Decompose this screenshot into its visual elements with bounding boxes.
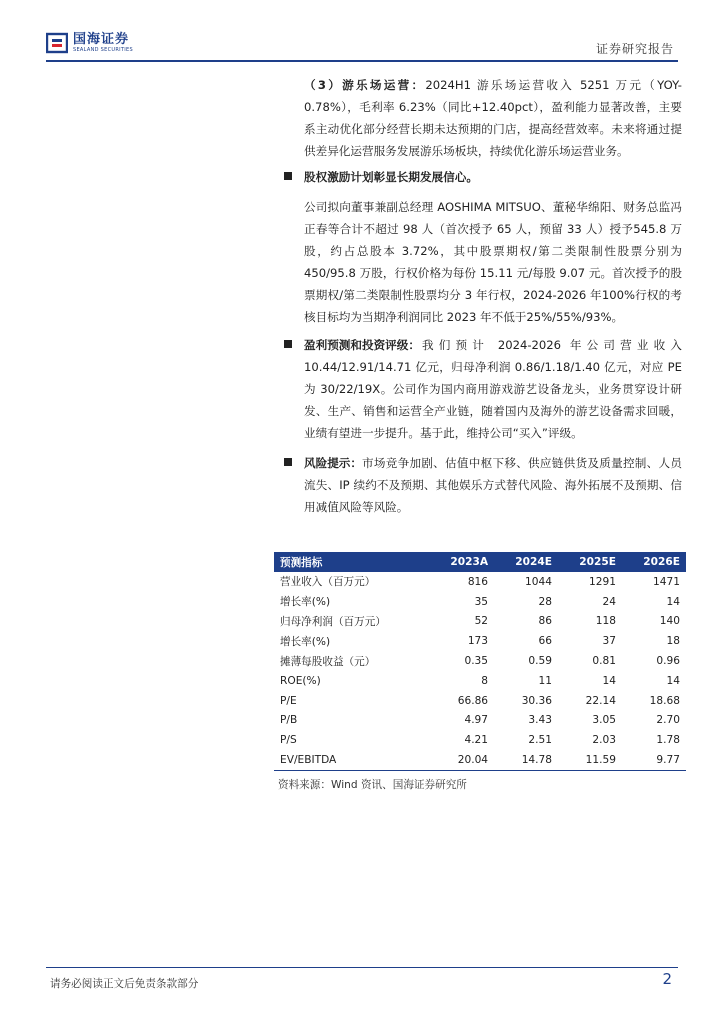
forecast-lead: 盈利预测和投资评级：: [304, 338, 420, 352]
table-cell: 11: [538, 674, 553, 687]
table-cell: 22.14: [585, 694, 616, 707]
header-cell: 2023A: [429, 552, 494, 572]
forecast-table-section: [274, 552, 686, 792]
bullet-square-icon: [284, 340, 292, 348]
table-row: [274, 612, 686, 632]
row-label: EV/EBITDA: [274, 750, 429, 770]
table-cell: 1.78: [656, 734, 680, 747]
row-label: 摊薄每股收益（元）: [280, 655, 376, 668]
row-label: P/B: [280, 714, 298, 727]
risk-lead: 风险提示：: [304, 456, 362, 470]
table-cell: 35: [474, 595, 489, 608]
table-cell: 11.59: [558, 750, 622, 770]
table-cell: 2.03: [592, 734, 616, 747]
table-cell: 1471: [653, 575, 680, 588]
company-logo: [46, 30, 133, 56]
row-label: 营业收入（百万元）: [280, 576, 376, 589]
park-operation-paragraph: [304, 74, 682, 162]
table-row: [274, 691, 686, 711]
table-cell: 86: [538, 615, 553, 628]
footer-disclaimer: 请务必阅读正文后免责条款部分: [50, 978, 199, 990]
bullet-square-icon: [284, 172, 292, 180]
park-operation-lead: （3）游乐场运营：: [304, 78, 426, 92]
table-cell: 118: [595, 615, 616, 628]
table-row: [274, 572, 686, 592]
table-cell: 1291: [589, 575, 616, 588]
table-row: [274, 671, 686, 691]
table-cell: 18.68: [649, 694, 680, 707]
incentive-text: 公司拟向董事兼副总经理 AOSHIMA MITSUO、董秘华绵阳、财务总监冯正春等合计不超过 98 人（首次授予 65 人，预留 33 人）授予545.8 万股，约占总股本 3.72%，其中股票期权/第二类限制性股票分别为 450/95.8 万股，行权价格为每份 15.11 元/每股 9.07 元。首次授予的股票期权/第二类限制性股票均分 3 年行权，2024-2026 年100%行权的考核目标均为当期净利润同比 2023 年不低于25%/55%/93%。: [304, 200, 682, 324]
header-divider: [46, 60, 678, 62]
bullet-square-icon: [284, 458, 292, 466]
table-cell: 0.59: [528, 655, 553, 668]
risk-text: 市场竞争加剧、估值中枢下移、供应链供货及质量控制、人员流失、IP 续约不及预期、其他娱乐方式替代风险、海外拓展不及预期、信用减值风险等风险。: [304, 456, 682, 514]
row-label: 增长率(%): [280, 596, 331, 609]
header-cell: 预测指标: [274, 552, 429, 572]
table-row: [274, 730, 686, 750]
table-cell: 30.36: [521, 694, 553, 707]
table-cell: 9.77: [622, 750, 686, 770]
table-row: [274, 631, 686, 651]
row-label: 归母净利润（百万元）: [280, 615, 386, 628]
table-cell: 140: [659, 615, 680, 628]
header-cell: 2025E: [558, 552, 622, 572]
table-cell: 28: [538, 595, 553, 608]
forecast-table: [274, 552, 686, 771]
incentive-heading-row: [284, 166, 682, 188]
risk-body: [304, 452, 682, 518]
table-cell: 37: [602, 635, 616, 648]
table-cell: 24: [602, 595, 616, 608]
table-cell: 66.86: [457, 694, 489, 707]
logo-name-cn: 国海证券: [73, 31, 130, 47]
table-cell: 2.70: [656, 714, 680, 727]
logo-name-en: SEALAND SECURITIES: [73, 46, 133, 53]
table-row: [274, 750, 686, 770]
table-cell: 0.81: [592, 655, 616, 668]
table-cell: 816: [467, 575, 489, 588]
row-label: 增长率(%): [280, 635, 331, 648]
table-cell: 14: [666, 674, 680, 687]
footer-divider: [46, 967, 678, 968]
table-cell: 0.35: [464, 655, 489, 668]
header-cell: 2026E: [622, 552, 686, 572]
incentive-heading: 股权激励计划彰显长期发展信心。: [304, 170, 478, 184]
table-cell: 18: [666, 635, 680, 648]
table-cell: 3.05: [592, 714, 616, 727]
table-row: [274, 651, 686, 671]
row-label: ROE(%): [280, 674, 321, 687]
table-cell: 14: [666, 595, 680, 608]
sealand-logo-icon: [46, 32, 68, 54]
table-source-note: 资料来源：Wind 资讯、国海证券研究所: [278, 778, 467, 791]
table-cell: 14.78: [494, 750, 558, 770]
page-number: 2: [662, 970, 672, 988]
forecast-body: [304, 334, 682, 444]
row-label: P/S: [280, 734, 297, 747]
table-cell: 0.96: [656, 655, 680, 668]
table-cell: 1044: [525, 575, 553, 588]
park-operation-text: 2024H1 游乐场运营收入 5251 万元（YOY-0.78%），毛利率 6.23%（同比+12.40pct），盈利能力显著改善，主要系主动优化部分经营长期未达预期的门店，提高经营效率。未来将通过提供差异化运营服务发展游乐场板块，持续优化游乐场运营业务。: [304, 78, 682, 158]
page-header: [0, 0, 724, 64]
row-label: P/E: [280, 694, 297, 707]
table-cell: 66: [538, 635, 553, 648]
table-header-row: [274, 552, 686, 572]
table-cell: 52: [474, 615, 489, 628]
table-row: [274, 711, 686, 731]
table-cell: 4.97: [464, 714, 489, 727]
table-cell: 20.04: [429, 750, 494, 770]
report-type-label: 证券研究报告: [595, 42, 674, 56]
forecast-text: 我们预计 2024-2026 年公司营业收入10.44/12.91/14.71 亿元，归母净利润 0.86/1.18/1.40 亿元，对应 PE为 30/22/19X。公司作为国内商用游戏游艺设备龙头，业务贯穿设计研发、生产、销售和运营全产业链，随着国内及海外的游艺设备需求回暖，业绩有望进一步提升。基于此，维持公司“买入”评级。: [304, 338, 682, 440]
table-cell: 4.21: [464, 734, 489, 747]
table-cell: 173: [467, 635, 489, 648]
table-row: [274, 592, 686, 612]
table-cell: 8: [481, 674, 489, 687]
table-cell: 2.51: [528, 734, 553, 747]
incentive-paragraph: [304, 196, 682, 328]
header-cell: 2024E: [494, 552, 558, 572]
table-cell: 3.43: [528, 714, 553, 727]
table-cell: 14: [602, 674, 616, 687]
